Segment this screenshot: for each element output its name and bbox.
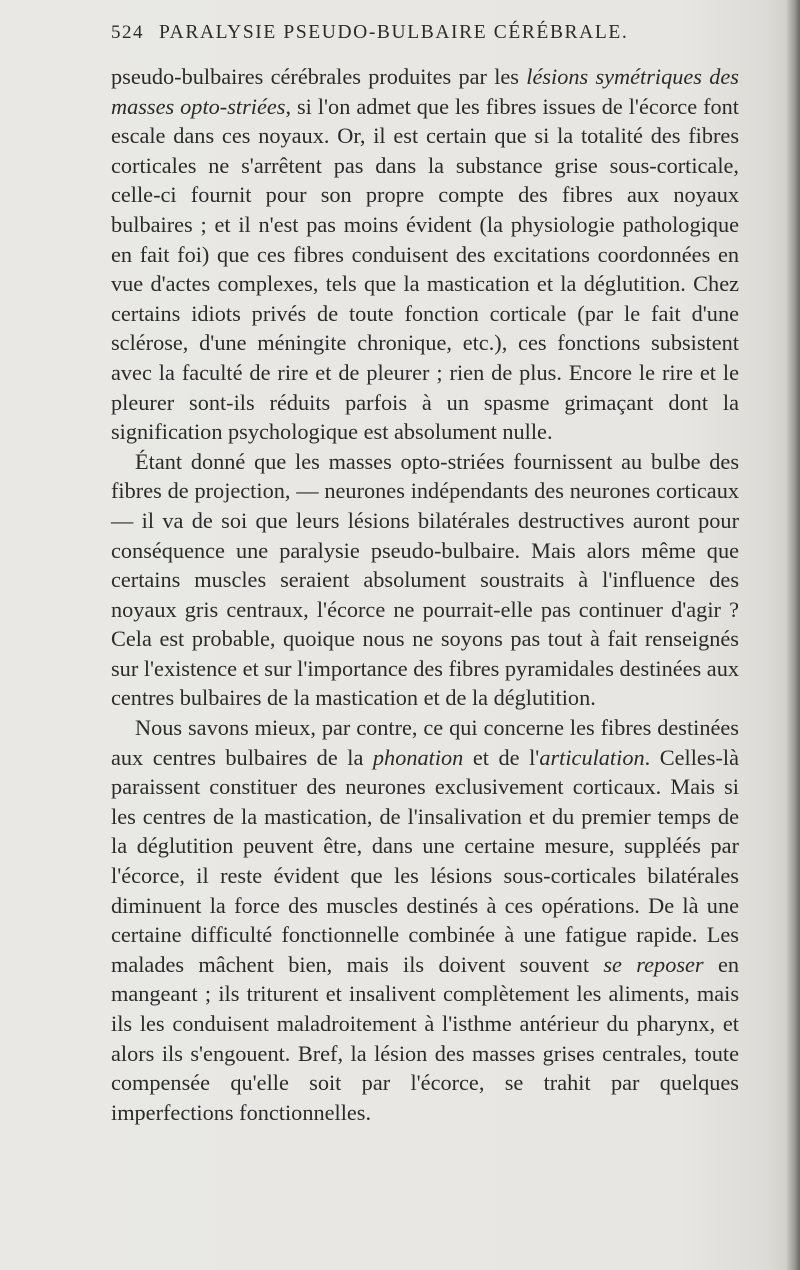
italic-text: phonation xyxy=(372,744,464,770)
paragraph xyxy=(111,713,739,1127)
text-run: Nous savons mieux, par contre, ce qui concerne les fibres destinées aux centres bulbaires de la xyxy=(111,715,739,770)
page-edge-shadow xyxy=(786,0,800,1270)
paragraph xyxy=(111,62,739,447)
italic-text: se reposer xyxy=(603,951,704,977)
italic-text: lésions symétriques des masses opto-striées xyxy=(111,64,739,119)
running-title: PARALYSIE PSEUDO-BULBAIRE CÉRÉBRALE. xyxy=(159,22,629,43)
text-run: . Celles-là paraissent constituer des neurones exclusivement corticaux. Mais si les centres de la mastication, de l'insalivation et du premier temps de la déglutition peuvent être, dans une certaine mesure, suppléés par l'écorce, il reste évident que les lésions sous-corticales bilatérales diminuent la force des muscles destinés à ces opérations. De là une certaine difficulté fonctionnelle combinée à une fatigue rapide. Les malades mâchent bien, mais ils doivent souvent xyxy=(111,744,739,977)
text-run: pseudo-bulbaires cérébrales produites par les xyxy=(111,64,527,89)
text-run: et de l' xyxy=(463,744,540,770)
paragraph xyxy=(111,447,739,713)
body-text xyxy=(111,62,739,1127)
text-run: , si l'on admet que les fibres issues de l'écorce font escale dans ces noyaux. Or, il est certain que si la totalité des fibres corticales ne s'arrêtent pas dans la substance grise sous-corticale, celle-ci fournit pour son propre compte des fibres aux noyaux bulbaires ; et il n'est pas moins évident (la physiologie pathologique en fait foi) que ces fibres conduisent des excitations coordonnées en vue d'actes complexes, tels que la mastication et la déglutition. Chez certains idiots privés de toute fonction corticale (par le fait d'une sclérose, d'une méningite chronique, etc.), ces fonctions subsistent avec la faculté de rire et de pleurer ; rien de plus. Encore le rire et le pleurer sont-ils réduits parfois à un spasme grimaçant dont la signification psychologique est absolument nulle. xyxy=(111,93,739,445)
text-run: Étant donné que les masses opto-striées fournissent au bulbe des fibres de projection, — neurones indépendants des neurones corticaux — il va de soi que leurs lésions bilatérales destructives auront pour conséquence une paralysie pseudo-bulbaire. Mais alors même que certains muscles seraient absolument soustraits à l'influence des noyaux gris centraux, l'écorce ne pourrait-elle pas continuer d'agir ? Cela est probable, quoique nous ne soyons pas tout à fait renseignés sur l'existence et sur l'importance des fibres pyramidales destinées aux centres bulbaires de la mastication et de la déglutition. xyxy=(111,448,739,711)
page-header xyxy=(111,22,739,50)
italic-text: articulation xyxy=(539,744,645,770)
page-number: 524 xyxy=(111,22,144,43)
text-run: en mangeant ; ils triturent et insalivent complètement les aliments, mais ils les conduisent maladroitement à l'isthme antérieur du pharynx, et alors ils s'engouent. Bref, la lésion des masses grises centrales, toute compensée qu'elle soit par l'écorce, se trahit par quelques imperfections fonctionnelles. xyxy=(111,951,739,1125)
